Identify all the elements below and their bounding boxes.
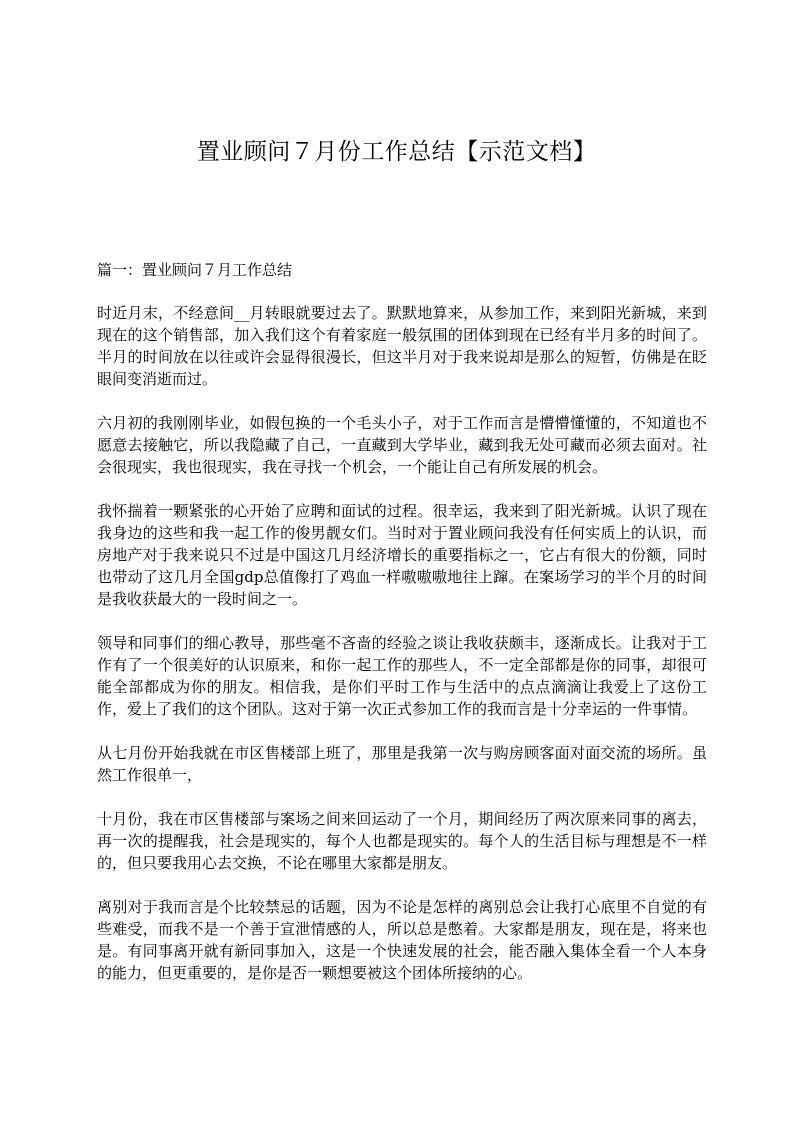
paragraph-5: 从七月份开始我就在市区售楼部上班了，那里是我第一次与购房顾客面对面交流的场所。虽然工作很单一， [97, 744, 707, 784]
document-title: 置业顾问７月份工作总结【示范文档】 [196, 139, 597, 165]
document-body [97, 258, 707, 1006]
section-heading: 篇一：置业顾问７月工作总结 [97, 261, 293, 279]
paragraph-2: 六月初的我刚刚毕业，如假包换的一个毛头小子，对于工作而言是懵懵懂懂的，不知道也不愿意去接触它，所以我隐藏了自己，一直藏到大学毕业，藏到我无处可藏而必须去面对。社会很现实，我也很现实，我在寻找一个机会，一个能让自己有所发展的机会。 [97, 414, 707, 476]
paragraph-1: 时近月末，不经意间__月转眼就要过去了。默默地算来，从参加工作，来到阳光新城，来到现在的这个销售部，加入我们这个有着家庭一般氛围的团体到现在已经有半月多的时间了。半月的时间放在以往或许会显得很漫长，但这半月对于我来说却是那么的短暂，仿佛是在眨眼间变消逝而过。 [97, 304, 707, 388]
paragraph-4: 领导和同事们的细心教导，那些毫不吝啬的经验之谈让我收获颇丰，逐渐成长。让我对于工作有了一个很美好的认识原来，和你一起工作的那些人，不一定全部都是你的同事，却很可能全部都成为你的朋友。相信我，是你们平时工作与生活中的点点滴滴让我爱上了这份工作，爱上了我们的这个团队。这对于第一次正式参加工作的我而言是十分幸运的一件事情。 [97, 634, 707, 718]
paragraph-7: 离别对于我而言是个比较禁忌的话题，因为不论是怎样的离别总会让我打心底里不自觉的有些难受，而我不是一个善于宣泄情感的人，所以总是憋着。大家都是朋友，现在是，将来也是。有同事离开就有新同事加入，这是一个快速发展的社会，能否融入集体全看一个人本身的能力，但更重要的，是你是否一颗想要被这个团体所接纳的心。 [97, 898, 707, 982]
paragraph-6: 十月份，我在市区售楼部与案场之间来回运动了一个月，期间经历了两次原来同事的离去，再一次的提醒我，社会是现实的，每个人也都是现实的。每个人的生活目标与理想是不一样的，但只要我用心去交换，不论在哪里大家都是朋友。 [97, 810, 707, 872]
paragraph-3: 我怀揣着一颗紧张的心开始了应聘和面试的过程。很幸运，我来到了阳光新城。认识了现在我身边的这些和我一起工作的俊男靓女们。当时对于置业顾问我没有任何实质上的认识，而房地产对于我来说只不过是中国这几月经济增长的重要指标之一，它占有很大的份额，同时也带动了这几月全国gdp总值像打了鸡血一样嗷嗷嗷地往上蹿。在案场学习的半个月的时间是我收获最大的一段时间之一。 [97, 502, 707, 608]
